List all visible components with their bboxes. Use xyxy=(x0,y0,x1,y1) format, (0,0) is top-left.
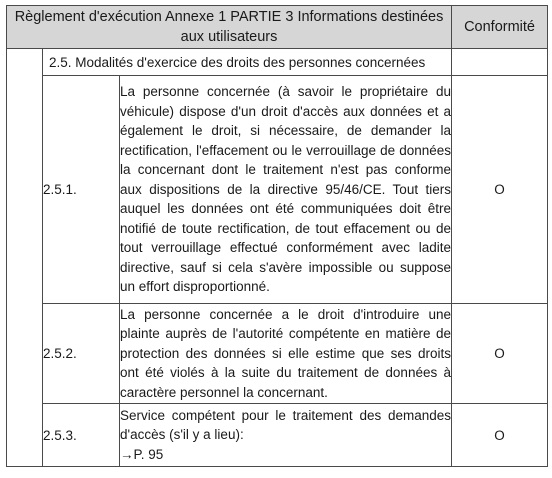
section-compliance-cell xyxy=(452,49,548,76)
header-compliance: Conformité xyxy=(452,6,548,49)
table-header-row xyxy=(7,6,548,49)
row-compliance: O xyxy=(452,76,548,304)
table-row xyxy=(7,304,548,404)
section-row xyxy=(7,49,548,76)
left-spacer-cell xyxy=(7,49,43,467)
row-compliance: O xyxy=(452,404,548,467)
row-text: La personne concernée (à savoir le propriétaire du véhicule) dispose d'un droit d'accès aux données et a également le droit, si nécessaire, de demander la rectification, l'effacement ou le verrouillage de données la concernant dont le traitement n'est pas conforme aux dispositions de la directive 95/46/CE. Tout tiers auquel les données ont été communiquées doit être notifié de toute rectification, de tout effacement ou de tout verrouillage effectué conformément avec ladite directive, sauf si cela s'avère impossible ou suppose un effort disproportionné. xyxy=(120,76,452,304)
row-number: 2.5.3. xyxy=(43,404,120,467)
row-text: Service compétent pour le traitement des demandes d'accès (s'il y a lieu): xyxy=(120,407,452,443)
row-number: 2.5.1. xyxy=(43,76,120,304)
table-row xyxy=(7,76,548,304)
row-number: 2.5.2. xyxy=(43,304,120,404)
header-title: Règlement d'exécution Annexe 1 PARTIE 3 Informations destinées aux utilisateurs xyxy=(7,6,452,49)
row-compliance: O xyxy=(452,304,548,404)
page-reference-link[interactable]: →P. 95 xyxy=(120,446,164,462)
table-row xyxy=(7,404,548,467)
section-heading: 2.5. Modalités d'exercice des droits des personnes concernées xyxy=(43,49,452,76)
row-text: La personne concernée a le droit d'introduire une plainte auprès de l'autorité compétente en matière de protection des données si elle estime que ses droits ont été violés à la suite du traitement de données à caractère personnel la concernant. xyxy=(120,304,452,404)
row-text-cell xyxy=(120,404,452,467)
compliance-table xyxy=(6,5,548,467)
